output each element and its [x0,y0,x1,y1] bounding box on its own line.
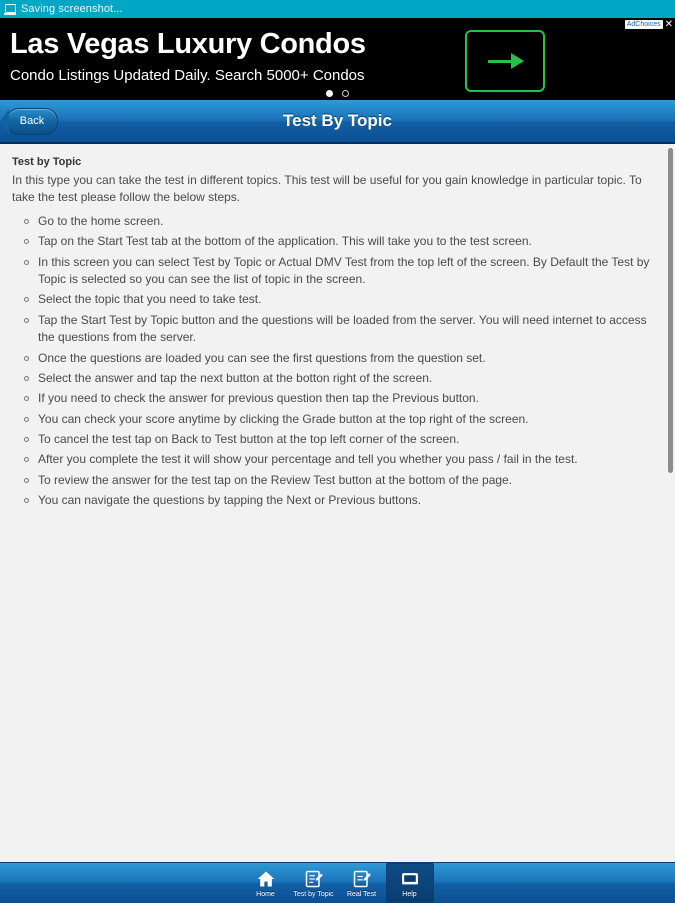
carousel-dot-2[interactable] [342,90,349,97]
tab-real-test[interactable] [338,863,386,903]
list-item: Select the answer and tap the next button at the botton right of the screen. [24,370,661,387]
list-item: If you need to check the answer for previous question then tap the Previous button. [24,390,661,407]
ad-subtitle: Condo Listings Updated Daily. Search 5000+ Condos [10,67,365,84]
checklist-document-icon [351,869,373,889]
tab-label: Real Test [346,890,377,898]
list-item: Tap on the Start Test tab at the bottom of the application. This will take you to the test screen. [24,233,661,250]
list-item: You can navigate the questions by tapping the Next or Previous buttons. [24,492,661,509]
ad-cta-button[interactable] [465,30,545,92]
ad-title: Las Vegas Luxury Condos [10,28,366,60]
list-item: After you complete the test it will show your percentage and tell you whether you pass / fail in the test. [24,451,661,468]
list-item: To review the answer for the test tap on the Review Test button at the bottom of the page. [24,472,661,489]
status-bar [0,0,675,18]
intro-paragraph: In this type you can take the test in different topics. This test will be useful for you gain knowledge in particular topic. To take the test please follow the below steps. [12,173,642,205]
tab-help[interactable] [386,863,434,903]
help-content [0,144,675,862]
arrow-right-icon [488,60,522,63]
list-item: Once the questions are loaded you can see the first questions from the question set. [24,350,661,367]
back-button[interactable]: Back [6,108,58,135]
tab-label: Home [256,890,275,898]
section-heading: Test by Topic [12,156,82,168]
ad-carousel-dots [0,90,675,97]
ad-badges [625,20,673,30]
home-icon [255,869,277,889]
edit-document-icon [303,869,325,889]
steps-list [10,213,661,510]
book-icon [399,869,421,889]
tab-label: Test by Topic [293,890,334,898]
status-text: Saving screenshot... [21,3,123,15]
list-item: In this screen you can select Test by Topic or Actual DMV Test from the top left of the screen. By Default the Test by Topic is selected so you can see the list of topic in the screen. [24,254,661,289]
ad-choices-icon[interactable]: AdChoices [626,21,661,28]
list-item: Tap the Start Test by Topic button and the questions will be loaded from the server. You will need internet to access the questions from the server. [24,312,661,347]
page-title: Test By Topic [283,111,392,130]
screenshot-icon [4,3,16,15]
close-icon[interactable]: ✕ [664,19,673,30]
carousel-dot-1[interactable] [326,90,333,97]
list-item: Go to the home screen. [24,213,661,230]
bottom-tab-bar [0,862,675,903]
advertisement-banner[interactable] [0,18,675,100]
tab-home[interactable] [242,863,290,903]
list-item: Select the topic that you need to take test. [24,291,661,308]
tab-test-by-topic[interactable] [290,863,338,903]
list-item: To cancel the test tap on Back to Test button at the top left corner of the screen. [24,431,661,448]
list-item: You can check your score anytime by clicking the Grade button at the top right of the screen. [24,411,661,428]
scrollbar-thumb[interactable] [668,148,673,473]
title-bar [0,100,675,144]
tab-label: Help [402,890,417,898]
